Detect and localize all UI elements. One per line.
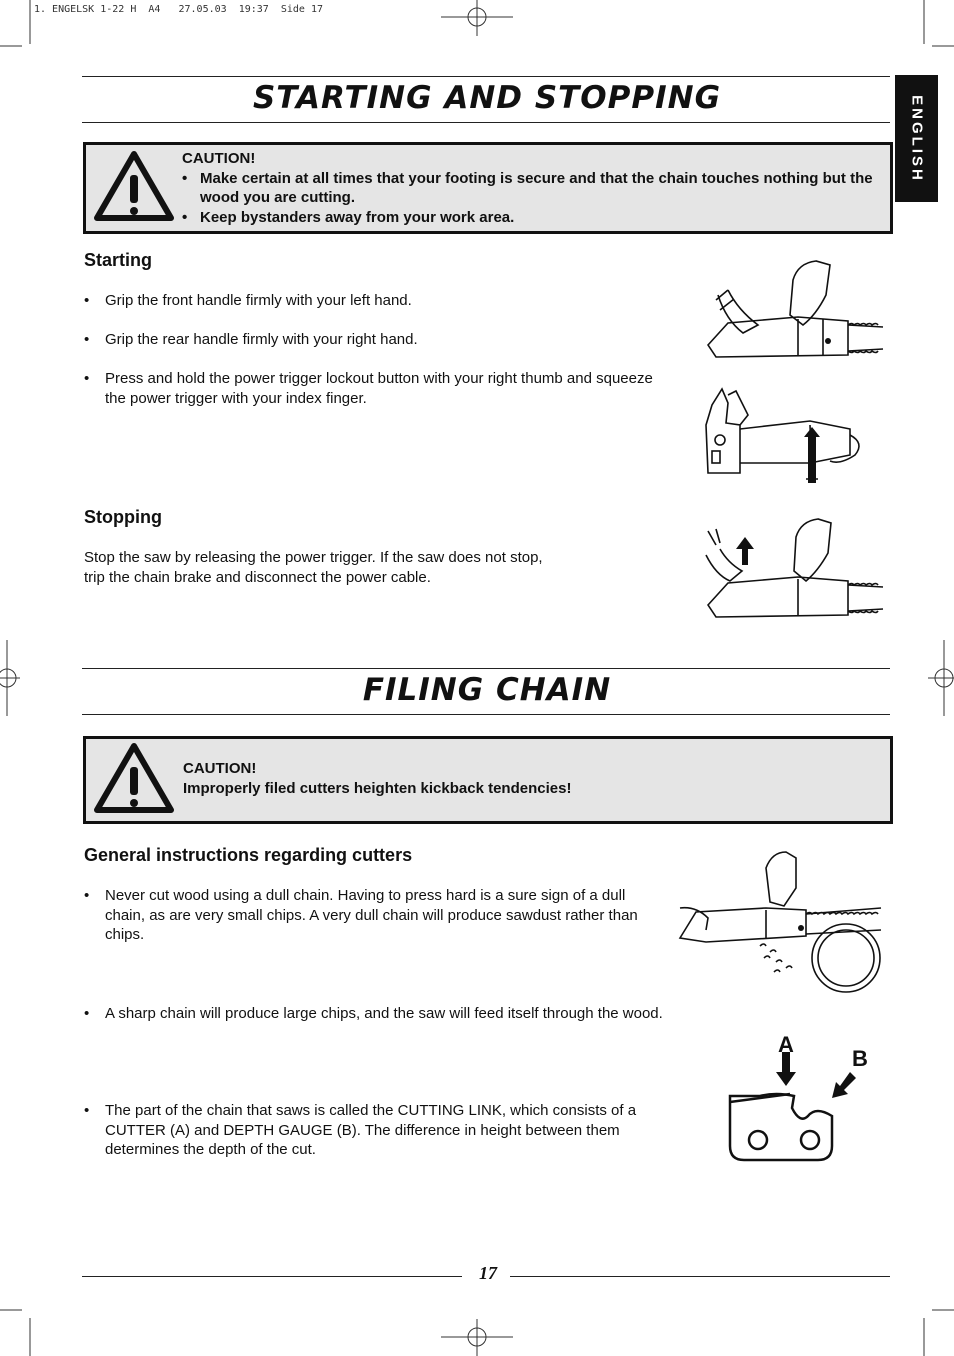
caution-content-2 xyxy=(183,759,883,798)
warning-triangle-icon xyxy=(92,148,176,228)
general-instructions-heading: General instructions regarding cutters xyxy=(84,845,413,865)
section-title-filing-chain: FILING CHAIN xyxy=(362,672,612,708)
stopping-heading: Stopping xyxy=(84,507,162,527)
caution-bullet: • Make certain at all times that your footing is secure and that the chain touches nothing but the wood you are cutting. xyxy=(182,169,890,208)
starting-bullet: • Grip the rear handle firmly with your right hand. xyxy=(84,331,418,348)
starting-heading: Starting xyxy=(84,250,153,270)
caution-box-1 xyxy=(83,142,893,234)
print-info-line: 1. ENGELSK 1-22 H A4 27.05.03 19:37 Side 17 xyxy=(34,4,323,15)
chainsaw-brake-illustration xyxy=(698,515,888,625)
stopping-text xyxy=(84,548,644,587)
caution-heading-1: CAUTION! xyxy=(182,150,256,167)
stopping-line: trip the chain brake and disconnect the power cable. xyxy=(84,568,431,586)
general-bullet: • Never cut wood using a dull chain. Having to press hard is a sure sign of a dull chain, as are very small chips. A very dull chain will produce sawdust rather than chips. xyxy=(84,886,669,945)
starting-bullet-text: Grip the rear handle firmly with your right hand. xyxy=(105,331,418,348)
general-bullet: • The part of the chain that saws is called the CUTTING LINK, which consists of a CUTTER (A) and DEPTH GAUGE (B). The difference in height between them determines the depth of the cut. xyxy=(84,1101,674,1160)
cutting-link-diagram xyxy=(720,1032,870,1166)
page-number: 17 xyxy=(479,1263,497,1283)
caution-bullet: • Keep bystanders away from your work area. xyxy=(182,208,515,226)
language-tab xyxy=(895,75,938,202)
title-rule-bottom-2 xyxy=(82,714,890,715)
warning-triangle-icon xyxy=(92,740,176,820)
label-cutter-a: A xyxy=(778,1032,794,1057)
general-bullet-text: Never cut wood using a dull chain. Having to press hard is a sure sign of a dull chain, as are very small chips. A very dull chain will produce sawdust rather than chips. xyxy=(105,887,638,943)
section-title-starting-stopping: STARTING AND STOPPING xyxy=(252,80,722,116)
language-tab-label: ENGLISH xyxy=(908,94,925,183)
starting-bullet-text: Press and hold the power trigger lockout button with your right thumb and squeeze the power trigger with your index finger. xyxy=(105,370,653,407)
general-bullet-text: A sharp chain will produce large chips, and the saw will feed itself through the wood. xyxy=(105,1005,663,1022)
footer-rule-left xyxy=(82,1276,462,1277)
title-rule-bottom xyxy=(82,122,890,123)
chainsaw-grip-illustration xyxy=(698,255,888,365)
title-rule-top xyxy=(82,76,890,77)
chainsaw-cutting-log-illustration xyxy=(676,848,890,998)
starting-bullet: • Grip the front handle firmly with your left hand. xyxy=(84,292,412,309)
stopping-line: Stop the saw by releasing the power trigger. If the saw does not stop, xyxy=(84,549,543,566)
chainsaw-top-view-illustration xyxy=(700,385,870,485)
caution-text-2: Improperly filed cutters heighten kickback tendencies! xyxy=(183,779,572,797)
caution-bullet-text: Make certain at all times that your footing is secure and that the chain touches nothing but the wood you are cutting. xyxy=(200,169,873,206)
caution-bullet-text: Keep bystanders away from your work area. xyxy=(200,208,515,226)
general-bullet: • A sharp chain will produce large chips, and the saw will feed itself through the wood. xyxy=(84,1005,663,1022)
starting-bullet: • Press and hold the power trigger lockout button with your right thumb and squeeze the power trigger with your index finger. xyxy=(84,369,664,408)
caution-box-2 xyxy=(83,736,893,824)
caution-content-1 xyxy=(182,149,890,227)
caution-heading-2: CAUTION! xyxy=(183,760,257,777)
title-rule-top-2 xyxy=(82,668,890,669)
label-depth-gauge-b: B xyxy=(852,1046,868,1071)
general-bullet-text: The part of the chain that saws is called the CUTTING LINK, which consists of a CUTTER (A) and DEPTH GAUGE (B). The difference in height between them determines the depth of the cut. xyxy=(105,1102,637,1158)
starting-bullet-text: Grip the front handle firmly with your left hand. xyxy=(105,292,412,309)
footer-rule-right xyxy=(510,1276,890,1277)
